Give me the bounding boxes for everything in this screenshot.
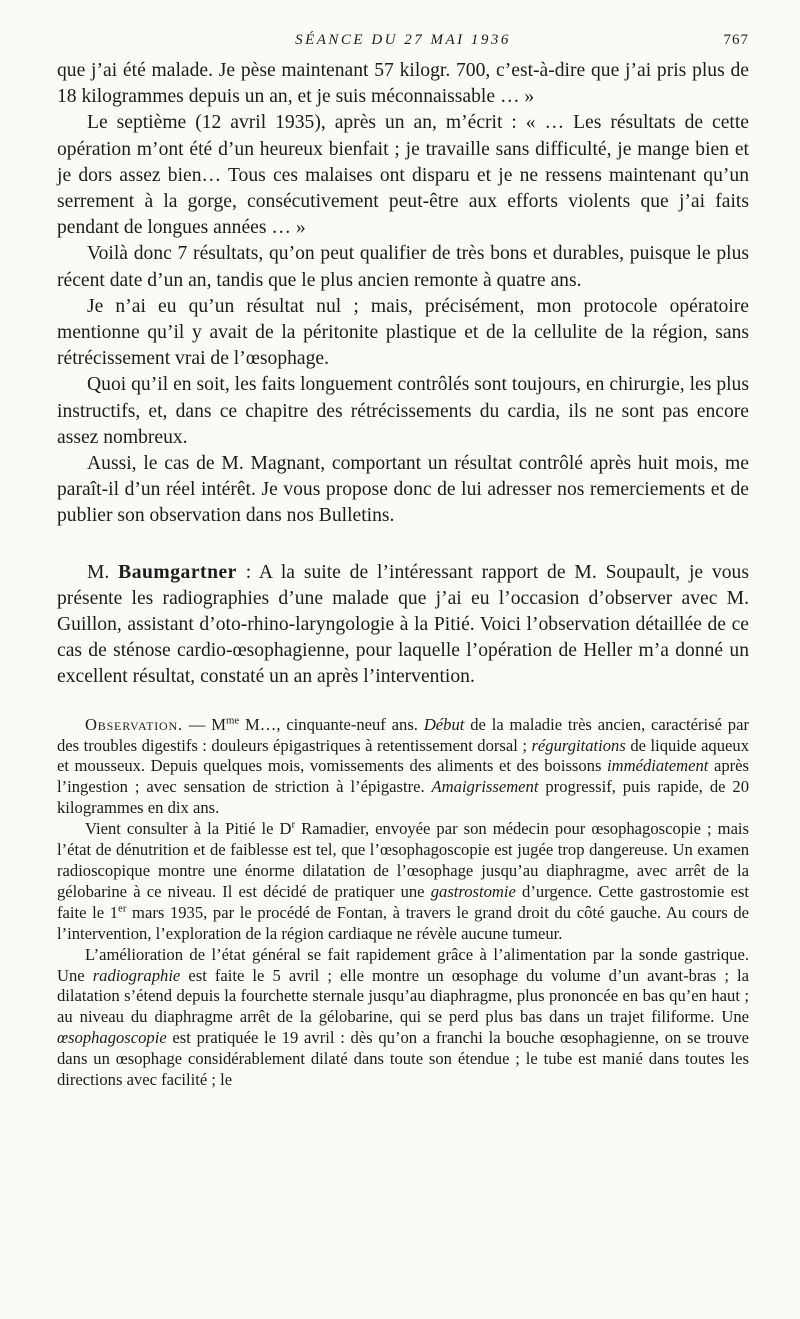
report-body <box>57 58 749 530</box>
text-run: de liquide aqueux et mousseux. Depuis quelques mois, vomissements des aliments et des boissons <box>57 735 749 776</box>
text-run: — M <box>182 714 226 734</box>
paragraph: Aussi, le cas de M. Magnant, comportant un résultat contrôlé après huit mois, me paraît-il d’un réel intérêt. Je vous propose donc de lui adresser nos remerciements et de publier son observation dans nos Bulletins. <box>57 453 749 527</box>
italic-term: Amaigrissement <box>431 777 539 797</box>
text-run: de la maladie très ancien, caractérisé par des troubles digestifs : douleurs épigastriques à retentissement dorsal ; <box>57 714 749 755</box>
text-run: après l’ingestion ; avec sensation de striction à l’épigastre. <box>57 756 749 797</box>
text-run: L’amélioration de l’état général se fait rapidement grâce à l’alimentation par la sonde gastrique. Une <box>57 944 749 985</box>
running-head <box>57 28 749 58</box>
document-page <box>57 28 749 1091</box>
paragraph: Je n’ai eu qu’un résultat nul ; mais, précisément, mon protocole opératoire mentionne qu’il y avait de la péritonite plastique et de la cellulite de la région, sans rétrécissement vrai de l’œsophage. <box>57 295 749 370</box>
italic-term: immédiatement <box>607 756 709 776</box>
speaker-paragraph <box>57 560 749 691</box>
text-run: est faite le 5 avril ; elle montre un œsophage du volume d’un avant-bras ; la dilatation s’étend depuis la fourchette sternale jusqu’au diaphragme, plus prononcée en bas qu’en haut ; au niveau du diaphragme arrêt de la gélobarine, qui se perd plus bas dans un trajet filiforme. Une <box>57 965 749 1027</box>
speaker-text: : A la suite de l’intéressant rapport de M. Soupault, je vous présente les radiographies d’une malade que j’ai eu l’occasion d’observer avec M. Guillon, assistant d’oto-rhino-laryngologie à la Pitié. Voici l’observation détaillée de ce cas de sténose cardio-œsophagienne, pour laquelle l’opération de Heller m’a donné un excellent résultat, constaté un an après l’intervention. <box>57 561 749 688</box>
observation-section <box>57 715 749 1091</box>
text-run: Ramadier, envoyée par son médecin pour œsophagoscopie ; mais l’état de dénutrition et de faiblesse est tel, que l’œsophagoscopie est jugée trop dangereuse. Un examen radioscopique montre une énorme dilatation de l’œsophage jusqu’au diaphragme, avec arrêt de la gélobarine à ce niveau. Il est décidé de pratiquer une <box>57 819 750 901</box>
paragraph: Voilà donc 7 résultats, qu’on peut qualifier de très bons et durables, puisque le plus récent date d’un an, tandis que le plus ancien remonte à quatre ans. <box>57 243 749 291</box>
speaker-section <box>57 560 749 691</box>
superscript: me <box>225 714 240 727</box>
text-run: d’urgence. Cette gastrostomie est faite le 1 <box>57 881 750 922</box>
paragraph: que j’ai été malade. Je pèse maintenant 57 kilogr. 700, c’est-à-dire que j’ai pris plus de 18 kilogrammes depuis un an, et je suis méconnaissable … » <box>57 60 749 108</box>
italic-term: régurgitations <box>531 735 626 755</box>
observation-paragraph <box>57 819 749 944</box>
paragraph: Quoi qu’il en soit, les faits longuement contrôlés sont toujours, en chirurgie, les plus instructifs, et, dans ce chapitre des rétrécissements du cardia, ils ne sont pas encore assez nombreux. <box>57 374 749 448</box>
text-run: est pratiquée le 19 avril : dès qu’on a franchi la bouche œsophagienne, on se trouve dans un œsophage considérablement dilaté dans toute son étendue ; le tube est manié dans toutes les directions avec facilité ; le <box>57 1028 749 1090</box>
text-run: M…, cinquante-neuf ans. <box>239 714 424 734</box>
text-run: Vient consulter à la Pitié le D <box>85 819 292 839</box>
superscript: r <box>291 818 296 831</box>
italic-term: Début <box>423 714 465 734</box>
italic-term: gastrostomie <box>430 881 516 901</box>
observation-paragraph <box>57 715 749 820</box>
text-run: mars 1935, par le procédé de Fontan, à travers le grand droit du côté gauche. Au cours de l’intervention, l’exploration de la région cardiaque ne révèle aucune tumeur. <box>57 902 749 943</box>
observation-label: Observation. <box>85 714 183 734</box>
text-run: progressif, puis rapide, de 20 kilogrammes en dix ans. <box>57 777 750 818</box>
paragraph: Le septième (12 avril 1935), après un an, m’écrit : « … Les résultats de cette opération m’ont été d’un heureux bienfait ; je travaille sans difficulté, je mange bien et je dors assez bien… Tous ces malaises ont disparu et je ne ressens maintenant qu’un serrement à la gorge, consécutivement peut-être aux efforts violents que j’ai faits pendant de longues années … » <box>57 112 749 239</box>
italic-term: œsophagoscopie <box>57 1028 167 1048</box>
observation-paragraph <box>57 945 749 1091</box>
page-number: 767 <box>723 32 749 48</box>
italic-term: radiographie <box>92 965 181 985</box>
speaker-name: Baumgartner <box>118 561 237 583</box>
running-title: SÉANCE DU 27 MAI 1936 <box>295 32 511 48</box>
superscript: er <box>118 902 127 915</box>
speaker-prefix: M. <box>87 561 119 583</box>
